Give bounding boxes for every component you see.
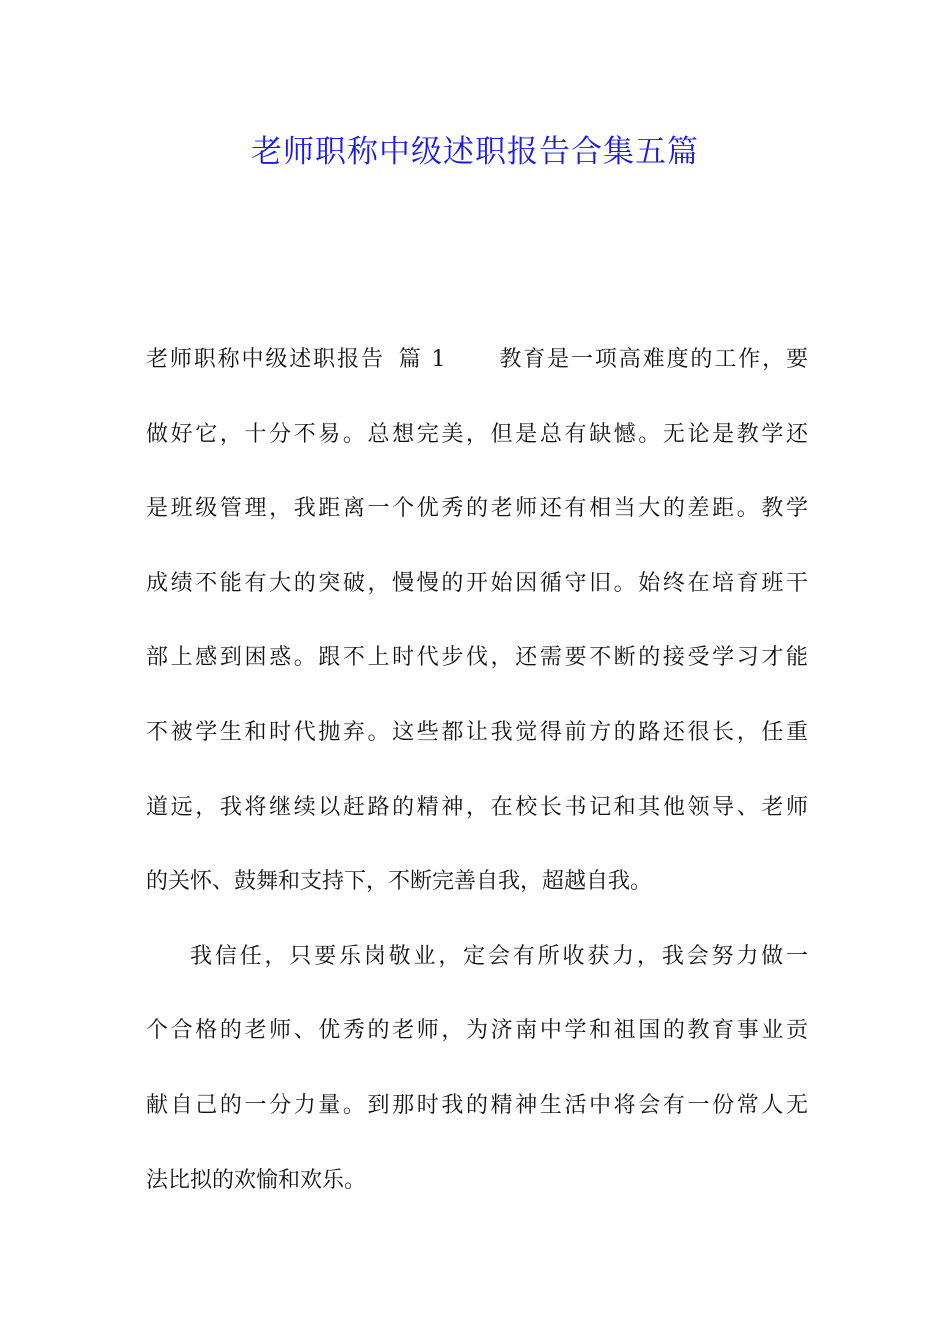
paragraph-1-line-4: 成绩不能有大的突破，慢慢的开始因循守旧。始终在培育班干: [146, 570, 808, 596]
document-title: 老师职称中级述职报告合集五篇: [251, 134, 699, 170]
paragraph-1-line-7: 道远，我将继续以赶路的精神，在校长书记和其他领导、老师: [146, 794, 808, 820]
paragraph-2-line-3: 献自己的一分力量。到那时我的精神生活中将会有一份常人无: [146, 1092, 808, 1118]
paragraph-1-line-3: 是班级管理，我距离一个优秀的老师还有相当大的差距。教学: [146, 496, 808, 522]
paragraph-1-line-5: 部上感到困惑。跟不上时代步伐，还需要不断的接受学习才能: [146, 645, 808, 671]
paragraph-2-line-2: 个合格的老师、优秀的老师，为济南中学和祖国的教育事业贡: [146, 1018, 808, 1044]
section-heading: 老师职称中级述职报告: [146, 347, 385, 372]
paragraph-1-line-6: 不被学生和时代抛弃。这些都让我觉得前方的路还很长，任重: [146, 719, 808, 745]
section-number: 篇 1: [396, 347, 446, 372]
paragraph-1-line-2: 做好它，十分不易。总想完美，但是总有缺憾。无论是教学还: [146, 421, 808, 447]
paragraph-2-line-4: 法比拟的欢愉和欢乐。: [146, 1167, 367, 1193]
paragraph-2-line-1: 我信任，只要乐岗敬业，定会有所收获力，我会努力做一: [190, 943, 808, 969]
paragraph-1-line-8: 的关怀、鼓舞和支持下，不断完善自我，超越自我。: [146, 869, 653, 895]
paragraph-1-text-start: 教育是一项高难度的工作，要: [497, 347, 808, 372]
document-body: [146, 332, 808, 1227]
paragraph-1-line-1: [146, 332, 808, 407]
